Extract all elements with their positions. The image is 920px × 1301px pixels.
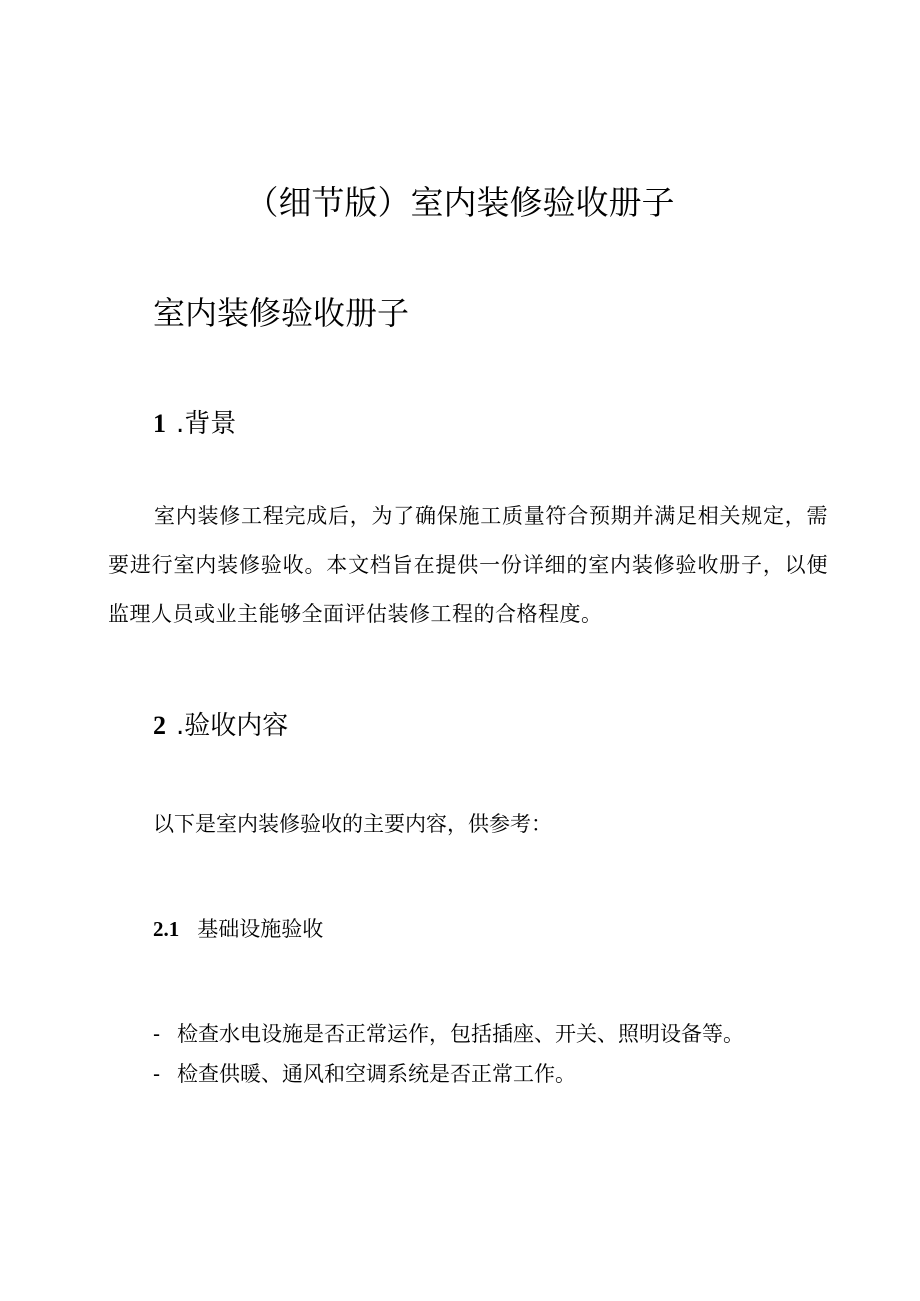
section-heading-background bbox=[153, 404, 236, 444]
list-item-text: 检查供暖、通风和空调系统是否正常工作。 bbox=[177, 1062, 576, 1086]
dash-bullet: - bbox=[153, 1022, 161, 1046]
inspection-intro-text: 以下是室内装修验收的主要内容，供参考： bbox=[153, 812, 552, 836]
subsection-heading-infrastructure bbox=[153, 911, 323, 947]
infrastructure-checklist bbox=[153, 1014, 744, 1094]
list-item bbox=[153, 1054, 744, 1094]
dash-bullet: - bbox=[153, 1062, 161, 1086]
section-heading-inspection-content bbox=[153, 706, 288, 746]
document-title: （细节版）室内装修验收册子 bbox=[245, 183, 675, 222]
section-title: .背景 bbox=[176, 409, 237, 439]
section-title: .验收内容 bbox=[176, 711, 289, 741]
list-item-text: 检查水电设施是否正常运作，包括插座、开关、照明设备等。 bbox=[177, 1022, 744, 1046]
section-number: 1 bbox=[153, 409, 166, 438]
section-number: 2 bbox=[153, 711, 166, 740]
subsection-number: 2.1 bbox=[153, 917, 180, 941]
document-subtitle: 室内装修验收册子 bbox=[153, 294, 410, 332]
list-item bbox=[153, 1014, 744, 1054]
background-paragraph: 室内装修工程完成后，为了确保施工质量符合预期并满足相关规定，需要进行室内装修验收。本文档旨在提供一份详细的室内装修验收册子，以便监理人员或业主能够全面评估装修工程的合格程度。 bbox=[108, 504, 828, 626]
subsection-title: 基础设施验收 bbox=[197, 917, 324, 941]
